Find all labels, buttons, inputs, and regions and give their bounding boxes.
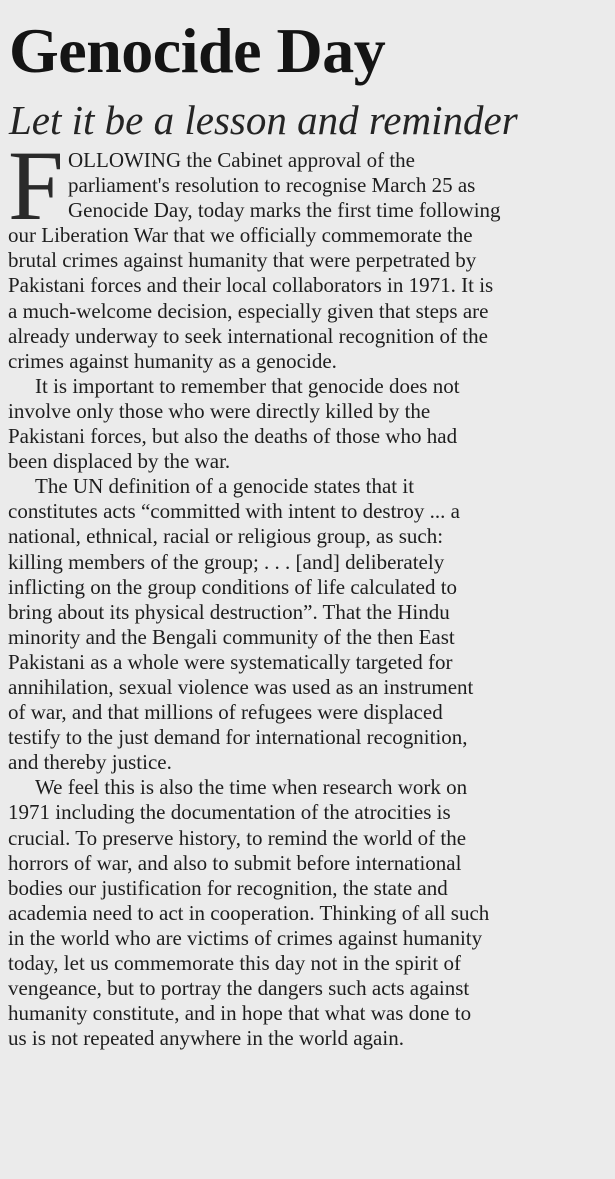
body-line: parliament's resolution to recognise March 25 as bbox=[68, 173, 476, 198]
body-line: The UN definition of a genocide states that it bbox=[35, 474, 415, 499]
body-line: vengeance, but to portray the dangers such acts against bbox=[8, 976, 470, 1001]
body-line: horrors of war, and also to submit before international bbox=[8, 850, 462, 875]
body-line: bring about its physical destruction”. That the Hindu bbox=[8, 599, 450, 624]
body-line: brutal crimes against humanity that were perpetrated by bbox=[8, 248, 477, 273]
body-line: bodies our justification for recognition, the state and bbox=[8, 875, 448, 900]
body-line: crimes against humanity as a genocide. bbox=[8, 348, 337, 373]
article-body bbox=[8, 130, 608, 1051]
body-line: and thereby justice. bbox=[8, 750, 172, 775]
body-line: It is important to remember that genocide does not bbox=[35, 373, 460, 398]
body-line: been displaced by the war. bbox=[8, 449, 231, 474]
body-line: crucial. To preserve history, to remind the world of the bbox=[8, 825, 467, 850]
body-line: Pakistani as a whole were systematically targeted for bbox=[8, 649, 453, 674]
body-line: inflicting on the group conditions of life calculated to bbox=[8, 574, 458, 599]
body-line: of war, and that millions of refugees were displaced bbox=[8, 700, 443, 725]
body-line: involve only those who were directly killed by the bbox=[8, 398, 431, 423]
body-line: testify to the just demand for international recognition, bbox=[8, 725, 468, 750]
body-line: in the world who are victims of crimes against humanity bbox=[8, 925, 483, 950]
drop-cap: F bbox=[8, 130, 64, 241]
body-line: OLLOWING the Cabinet approval of the bbox=[68, 148, 415, 172]
body-line: us is not repeated anywhere in the world again. bbox=[8, 1026, 404, 1051]
body-line: academia need to act in cooperation. Thinking of all such bbox=[8, 900, 490, 925]
body-line: We feel this is also the time when research work on bbox=[35, 775, 468, 800]
body-line: killing members of the group; . . . [and] deliberately bbox=[8, 549, 445, 574]
body-line: humanity constitute, and in hope that what was done to bbox=[8, 1001, 472, 1026]
body-line: national, ethnical, racial or religious group, as such: bbox=[8, 524, 444, 549]
body-line: already underway to seek international recognition of the bbox=[8, 323, 488, 348]
article-title: Genocide Day bbox=[9, 15, 386, 86]
body-line: Pakistani forces, but also the deaths of those who had bbox=[8, 424, 458, 449]
body-line: constitutes acts “committed with intent to destroy ... a bbox=[8, 499, 460, 524]
body-line: 1971 including the documentation of the atrocities is bbox=[8, 800, 451, 825]
body-line: a much-welcome decision, especially given that steps are bbox=[8, 298, 489, 323]
body-line: Pakistani forces and their local collaborators in 1971. It is bbox=[8, 273, 494, 298]
body-line: minority and the Bengali community of the then East bbox=[8, 624, 455, 649]
body-line: Genocide Day, today marks the first time following bbox=[68, 198, 501, 223]
article-subtitle: Let it be a lesson and reminder bbox=[9, 97, 518, 143]
body-line: our Liberation War that we officially commemorate the bbox=[8, 223, 473, 248]
body-line: annihilation, sexual violence was used as an instrument bbox=[8, 674, 474, 699]
body-line: today, let us commemorate this day not in the spirit of bbox=[8, 951, 461, 975]
